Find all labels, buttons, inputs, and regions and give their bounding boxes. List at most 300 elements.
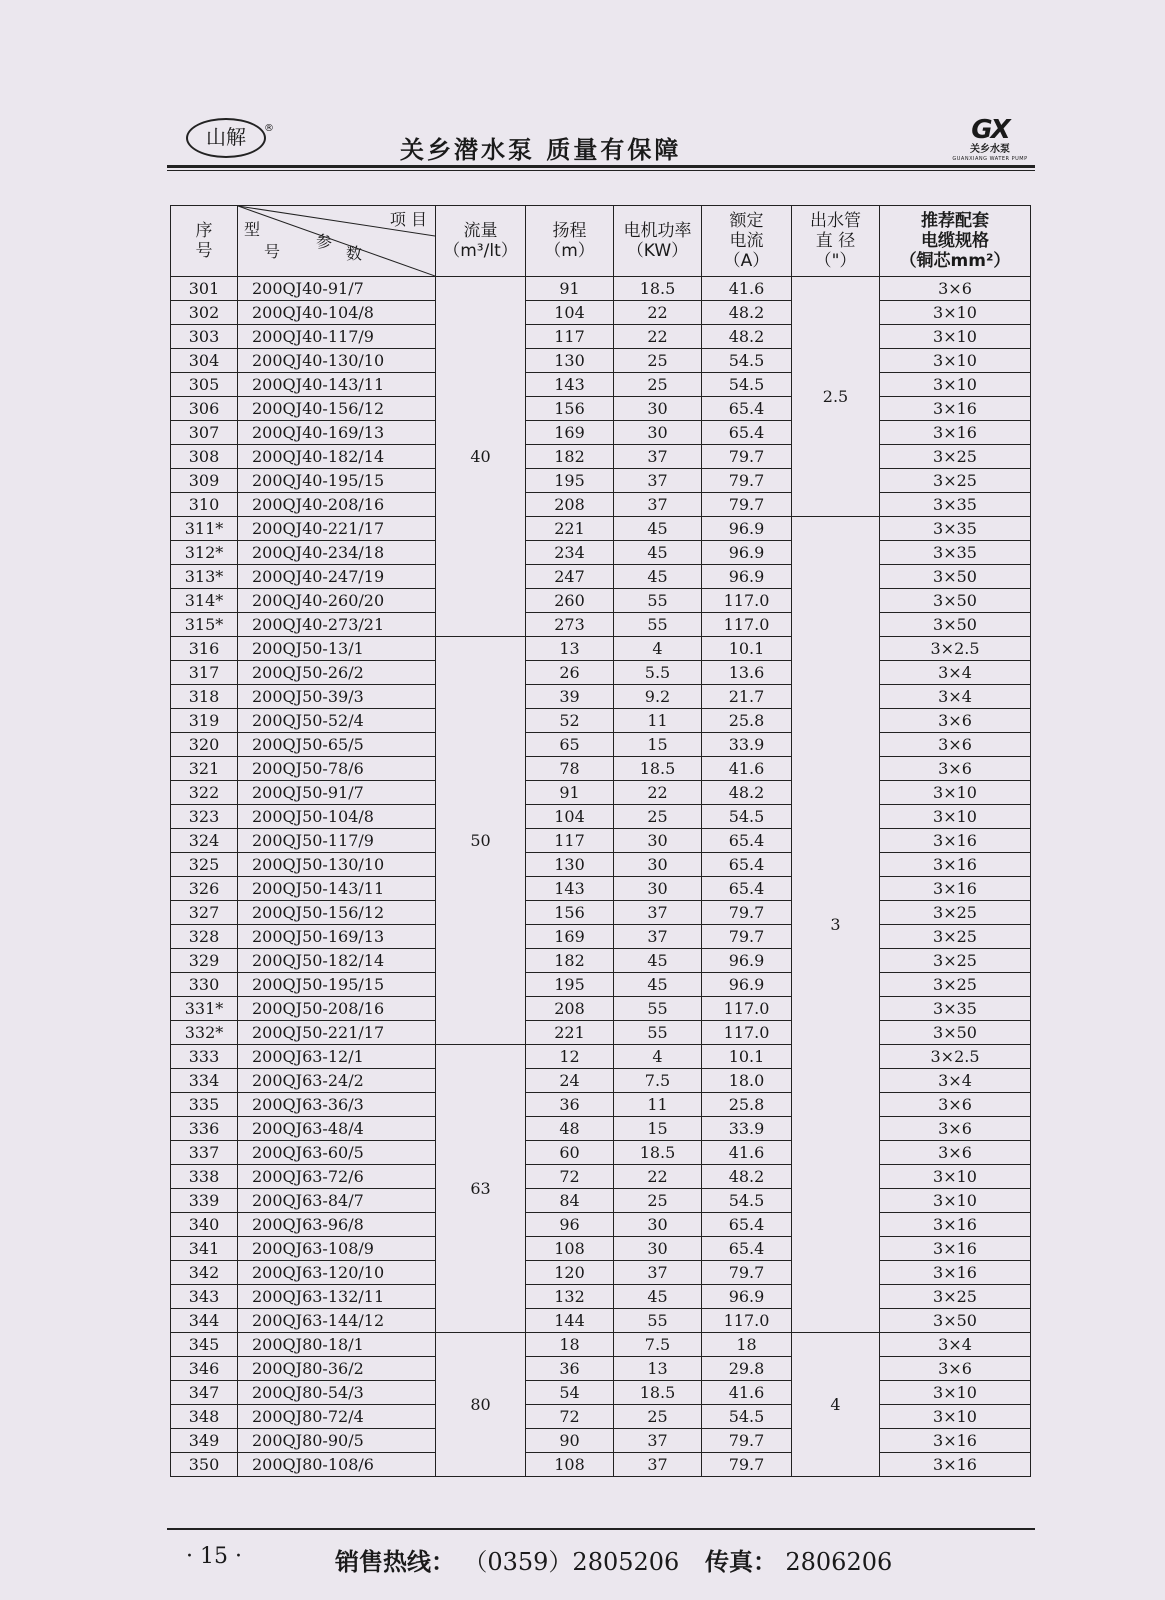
cell-cable: 3×6 <box>880 1141 1031 1165</box>
cell-head: 169 <box>526 925 614 949</box>
cell-current: 48.2 <box>702 781 792 805</box>
cell-model: 200QJ63-84/7 <box>238 1189 436 1213</box>
cell-power: 55 <box>614 613 702 637</box>
table-row <box>171 325 1031 349</box>
cell-head: 247 <box>526 565 614 589</box>
cell-head: 39 <box>526 685 614 709</box>
col-head <box>526 206 614 277</box>
cell-power: 4 <box>614 1045 702 1069</box>
col-outlet <box>792 206 880 277</box>
table-row <box>171 1405 1031 1429</box>
cell-model: 200QJ50-26/2 <box>238 661 436 685</box>
cell-head: 84 <box>526 1189 614 1213</box>
cell-power: 18.5 <box>614 757 702 781</box>
cell-current: 41.6 <box>702 1141 792 1165</box>
cell-head: 18 <box>526 1333 614 1357</box>
cell-power: 25 <box>614 373 702 397</box>
table-row <box>171 1021 1031 1045</box>
cell-seq: 323 <box>171 805 238 829</box>
table-row <box>171 1069 1031 1093</box>
cell-power: 25 <box>614 1405 702 1429</box>
cell-cable: 3×16 <box>880 853 1031 877</box>
cell-current: 96.9 <box>702 517 792 541</box>
col-flow-line2: （m³/lt） <box>443 241 518 261</box>
cell-seq: 337 <box>171 1141 238 1165</box>
col-param-label-1: 参 <box>316 232 333 251</box>
cell-head: 169 <box>526 421 614 445</box>
header-rule-thin <box>167 170 1035 171</box>
cell-head: 208 <box>526 493 614 517</box>
col-outlet-line1: 出水管 <box>810 211 861 231</box>
cell-head: 221 <box>526 517 614 541</box>
cell-seq: 303 <box>171 325 238 349</box>
cell-current: 10.1 <box>702 1045 792 1069</box>
cell-power: 7.5 <box>614 1069 702 1093</box>
cell-cable: 3×16 <box>880 397 1031 421</box>
cell-seq: 319 <box>171 709 238 733</box>
cell-cable: 3×50 <box>880 1021 1031 1045</box>
cell-power: 45 <box>614 517 702 541</box>
col-model-label-2: 号 <box>264 242 281 261</box>
cell-model: 200QJ40-273/21 <box>238 613 436 637</box>
cell-power: 25 <box>614 349 702 373</box>
cell-head: 104 <box>526 301 614 325</box>
cell-seq: 338 <box>171 1165 238 1189</box>
col-current-line3: （A） <box>723 251 770 271</box>
col-current-line2: 电流 <box>729 231 764 251</box>
cell-head: 260 <box>526 589 614 613</box>
cell-flow: 50 <box>436 637 526 1045</box>
cell-cable: 3×35 <box>880 541 1031 565</box>
fax <box>705 1542 892 1577</box>
col-head-line1: 扬程 <box>552 221 587 241</box>
table-row <box>171 1189 1031 1213</box>
cell-cable: 3×6 <box>880 277 1031 301</box>
cell-seq: 325 <box>171 853 238 877</box>
cell-cable: 3×10 <box>880 805 1031 829</box>
cell-seq: 304 <box>171 349 238 373</box>
cell-current: 117.0 <box>702 1021 792 1045</box>
col-head-line2: （m） <box>544 241 595 261</box>
cell-current: 96.9 <box>702 1285 792 1309</box>
cell-cable: 3×6 <box>880 709 1031 733</box>
cell-seq: 340 <box>171 1213 238 1237</box>
cell-head: 26 <box>526 661 614 685</box>
cell-power: 13 <box>614 1357 702 1381</box>
cell-cable: 3×25 <box>880 973 1031 997</box>
cell-current: 65.4 <box>702 829 792 853</box>
cell-cable: 3×10 <box>880 373 1031 397</box>
cell-model: 200QJ50-169/13 <box>238 925 436 949</box>
cell-power: 55 <box>614 1309 702 1333</box>
cell-power: 30 <box>614 829 702 853</box>
cell-seq: 348 <box>171 1405 238 1429</box>
cell-power: 30 <box>614 853 702 877</box>
cell-seq: 347 <box>171 1381 238 1405</box>
table-header-row <box>171 206 1031 277</box>
cell-model: 200QJ40-182/14 <box>238 445 436 469</box>
cell-head: 91 <box>526 277 614 301</box>
cell-power: 7.5 <box>614 1333 702 1357</box>
cell-current: 96.9 <box>702 973 792 997</box>
cell-power: 18.5 <box>614 1141 702 1165</box>
cell-model: 200QJ50-208/16 <box>238 997 436 1021</box>
cell-current: 18.0 <box>702 1069 792 1093</box>
cell-cable: 3×10 <box>880 1189 1031 1213</box>
col-power <box>614 206 702 277</box>
cell-head: 72 <box>526 1405 614 1429</box>
cell-cable: 3×16 <box>880 1213 1031 1237</box>
cell-model: 200QJ50-156/12 <box>238 901 436 925</box>
cell-model: 200QJ50-78/6 <box>238 757 436 781</box>
table-row <box>171 973 1031 997</box>
cell-power: 55 <box>614 997 702 1021</box>
cell-head: 108 <box>526 1453 614 1477</box>
cell-outlet: 4 <box>792 1333 880 1477</box>
cell-current: 13.6 <box>702 661 792 685</box>
col-cable-line1: 推荐配套 <box>921 211 989 231</box>
cell-model: 200QJ50-143/11 <box>238 877 436 901</box>
col-seq-line1: 序 <box>195 221 213 241</box>
footer-rule <box>167 1528 1035 1530</box>
cell-current: 79.7 <box>702 1453 792 1477</box>
cell-head: 120 <box>526 1261 614 1285</box>
cell-model: 200QJ40-208/16 <box>238 493 436 517</box>
cell-head: 195 <box>526 469 614 493</box>
cell-head: 65 <box>526 733 614 757</box>
cell-current: 79.7 <box>702 445 792 469</box>
cell-current: 79.7 <box>702 925 792 949</box>
table-row <box>171 565 1031 589</box>
cell-current: 41.6 <box>702 757 792 781</box>
cell-power: 45 <box>614 541 702 565</box>
cell-cable: 3×25 <box>880 1285 1031 1309</box>
cell-model: 200QJ40-104/8 <box>238 301 436 325</box>
cell-power: 30 <box>614 1237 702 1261</box>
cell-power: 18.5 <box>614 1381 702 1405</box>
table-row <box>171 997 1031 1021</box>
cell-current: 18 <box>702 1333 792 1357</box>
cell-cable: 3×10 <box>880 349 1031 373</box>
col-model-label-1: 型 <box>244 220 261 239</box>
cell-power: 30 <box>614 1213 702 1237</box>
cell-power: 45 <box>614 1285 702 1309</box>
cell-current: 54.5 <box>702 349 792 373</box>
cell-head: 36 <box>526 1093 614 1117</box>
table-row <box>171 757 1031 781</box>
cell-seq: 339 <box>171 1189 238 1213</box>
cell-model: 200QJ50-91/7 <box>238 781 436 805</box>
col-current <box>702 206 792 277</box>
table-row <box>171 1093 1031 1117</box>
col-seq-line2: 号 <box>195 241 213 261</box>
cell-power: 37 <box>614 493 702 517</box>
table-row <box>171 493 1031 517</box>
cell-current: 54.5 <box>702 373 792 397</box>
cell-cable: 3×16 <box>880 877 1031 901</box>
cell-seq: 332* <box>171 1021 238 1045</box>
table-row <box>171 349 1031 373</box>
col-power-line1: 电机功率 <box>623 221 692 241</box>
cell-head: 143 <box>526 877 614 901</box>
fax-number: 2806206 <box>785 1548 893 1576</box>
cell-head: 273 <box>526 613 614 637</box>
cell-seq: 316 <box>171 637 238 661</box>
cell-current: 33.9 <box>702 733 792 757</box>
cell-model: 200QJ63-12/1 <box>238 1045 436 1069</box>
col-seq <box>171 206 238 277</box>
table-row <box>171 709 1031 733</box>
cell-cable: 3×4 <box>880 1069 1031 1093</box>
cell-current: 10.1 <box>702 637 792 661</box>
cell-current: 79.7 <box>702 901 792 925</box>
cell-head: 91 <box>526 781 614 805</box>
cell-cable: 3×50 <box>880 589 1031 613</box>
col-cable-line2: 电缆规格 <box>921 231 989 251</box>
cell-current: 117.0 <box>702 589 792 613</box>
cell-cable: 3×10 <box>880 1405 1031 1429</box>
cell-model: 200QJ50-117/9 <box>238 829 436 853</box>
brand-right-sub: GUANXIANG WATER PUMP <box>952 156 1028 162</box>
header-slogan: 关乡潜水泵 质量有保障 <box>400 136 682 164</box>
cell-seq: 349 <box>171 1429 238 1453</box>
table-row <box>171 661 1031 685</box>
cell-seq: 322 <box>171 781 238 805</box>
cell-head: 72 <box>526 1165 614 1189</box>
cell-head: 130 <box>526 853 614 877</box>
cell-model: 200QJ40-156/12 <box>238 397 436 421</box>
sales-hotline <box>335 1542 679 1577</box>
cell-head: 104 <box>526 805 614 829</box>
table-row <box>171 685 1031 709</box>
cell-head: 144 <box>526 1309 614 1333</box>
cell-head: 132 <box>526 1285 614 1309</box>
cell-cable: 3×6 <box>880 1117 1031 1141</box>
brand-right-mark: GX <box>971 115 1009 145</box>
cell-flow: 63 <box>436 1045 526 1333</box>
cell-seq: 314* <box>171 589 238 613</box>
cell-seq: 310 <box>171 493 238 517</box>
pump-spec-table <box>170 205 1031 1477</box>
cell-seq: 309 <box>171 469 238 493</box>
cell-cable: 3×10 <box>880 1381 1031 1405</box>
cell-seq: 302 <box>171 301 238 325</box>
table-row <box>171 1261 1031 1285</box>
cell-model: 200QJ63-96/8 <box>238 1213 436 1237</box>
cell-power: 25 <box>614 805 702 829</box>
table-row <box>171 1141 1031 1165</box>
cell-model: 200QJ50-104/8 <box>238 805 436 829</box>
brand-logo-right <box>950 116 1030 164</box>
cell-power: 15 <box>614 1117 702 1141</box>
cell-current: 54.5 <box>702 805 792 829</box>
col-current-line1: 额定 <box>729 211 764 231</box>
table-row <box>171 781 1031 805</box>
header-rule <box>167 165 1035 168</box>
cell-seq: 321 <box>171 757 238 781</box>
cell-current: 65.4 <box>702 1213 792 1237</box>
table-row <box>171 1333 1031 1357</box>
cell-current: 65.4 <box>702 877 792 901</box>
cell-current: 65.4 <box>702 421 792 445</box>
cell-seq: 350 <box>171 1453 238 1477</box>
col-param-label-2: 数 <box>346 244 363 263</box>
cell-seq: 315* <box>171 613 238 637</box>
cell-current: 65.4 <box>702 1237 792 1261</box>
cell-power: 22 <box>614 301 702 325</box>
cell-head: 24 <box>526 1069 614 1093</box>
cell-power: 25 <box>614 1189 702 1213</box>
col-outlet-line3: （"） <box>814 251 857 271</box>
cell-model: 200QJ40-117/9 <box>238 325 436 349</box>
table-row <box>171 925 1031 949</box>
cell-current: 117.0 <box>702 613 792 637</box>
cell-power: 4 <box>614 637 702 661</box>
cell-model: 200QJ40-143/11 <box>238 373 436 397</box>
cell-cable: 3×25 <box>880 949 1031 973</box>
cell-power: 11 <box>614 1093 702 1117</box>
table-row <box>171 805 1031 829</box>
hotline-number: （0359）2805206 <box>463 1548 680 1576</box>
cell-current: 79.7 <box>702 1261 792 1285</box>
cell-power: 37 <box>614 1261 702 1285</box>
cell-power: 30 <box>614 877 702 901</box>
cell-model: 200QJ50-195/15 <box>238 973 436 997</box>
cell-power: 11 <box>614 709 702 733</box>
col-flow <box>436 206 526 277</box>
cell-head: 156 <box>526 901 614 925</box>
cell-seq: 334 <box>171 1069 238 1093</box>
cell-model: 200QJ40-221/17 <box>238 517 436 541</box>
cell-cable: 3×25 <box>880 445 1031 469</box>
cell-seq: 346 <box>171 1357 238 1381</box>
col-cable <box>880 206 1031 277</box>
cell-cable: 3×50 <box>880 565 1031 589</box>
cell-current: 54.5 <box>702 1405 792 1429</box>
cell-cable: 3×6 <box>880 1093 1031 1117</box>
cell-model: 200QJ40-91/7 <box>238 277 436 301</box>
cell-current: 48.2 <box>702 1165 792 1189</box>
hotline-label: 销售热线： <box>335 1548 455 1576</box>
cell-current: 79.7 <box>702 469 792 493</box>
cell-seq: 308 <box>171 445 238 469</box>
cell-head: 48 <box>526 1117 614 1141</box>
cell-model: 200QJ80-36/2 <box>238 1357 436 1381</box>
cell-current: 117.0 <box>702 997 792 1021</box>
cell-head: 156 <box>526 397 614 421</box>
cell-seq: 320 <box>171 733 238 757</box>
cell-head: 60 <box>526 1141 614 1165</box>
cell-current: 21.7 <box>702 685 792 709</box>
cell-seq: 307 <box>171 421 238 445</box>
table-row <box>171 853 1031 877</box>
cell-model: 200QJ80-72/4 <box>238 1405 436 1429</box>
cell-power: 30 <box>614 421 702 445</box>
cell-model: 200QJ63-144/12 <box>238 1309 436 1333</box>
cell-head: 52 <box>526 709 614 733</box>
cell-cable: 3×16 <box>880 1429 1031 1453</box>
cell-cable: 3×35 <box>880 517 1031 541</box>
cell-cable: 3×10 <box>880 325 1031 349</box>
cell-head: 117 <box>526 829 614 853</box>
table-row <box>171 517 1031 541</box>
table-row <box>171 637 1031 661</box>
col-cable-line3: （铜芯mm²） <box>899 251 1011 271</box>
cell-seq: 335 <box>171 1093 238 1117</box>
cell-cable: 3×4 <box>880 1333 1031 1357</box>
brand-left-text: 山解 <box>206 125 246 149</box>
cell-model: 200QJ50-182/14 <box>238 949 436 973</box>
table-row <box>171 589 1031 613</box>
cell-model: 200QJ63-132/11 <box>238 1285 436 1309</box>
cell-cable: 3×25 <box>880 901 1031 925</box>
cell-current: 79.7 <box>702 493 792 517</box>
cell-cable: 3×50 <box>880 1309 1031 1333</box>
cell-power: 22 <box>614 781 702 805</box>
cell-seq: 328 <box>171 925 238 949</box>
cell-model: 200QJ63-72/6 <box>238 1165 436 1189</box>
table-row <box>171 613 1031 637</box>
cell-power: 55 <box>614 1021 702 1045</box>
cell-power: 30 <box>614 397 702 421</box>
cell-power: 45 <box>614 565 702 589</box>
cell-seq: 312* <box>171 541 238 565</box>
cell-cable: 3×25 <box>880 469 1031 493</box>
cell-current: 33.9 <box>702 1117 792 1141</box>
cell-seq: 336 <box>171 1117 238 1141</box>
table-row <box>171 541 1031 565</box>
cell-cable: 3×10 <box>880 1165 1031 1189</box>
cell-head: 117 <box>526 325 614 349</box>
cell-power: 15 <box>614 733 702 757</box>
cell-power: 37 <box>614 925 702 949</box>
table-row <box>171 1309 1031 1333</box>
table-row <box>171 1045 1031 1069</box>
cell-seq: 330 <box>171 973 238 997</box>
cell-cable: 3×2.5 <box>880 1045 1031 1069</box>
cell-head: 234 <box>526 541 614 565</box>
col-outlet-line2: 直 径 <box>815 231 856 251</box>
cell-current: 65.4 <box>702 853 792 877</box>
cell-model: 200QJ40-169/13 <box>238 421 436 445</box>
table-row <box>171 829 1031 853</box>
table-body <box>171 277 1031 1477</box>
cell-current: 41.6 <box>702 1381 792 1405</box>
cell-current: 96.9 <box>702 541 792 565</box>
cell-cable: 3×16 <box>880 829 1031 853</box>
table-row <box>171 301 1031 325</box>
cell-cable: 3×25 <box>880 925 1031 949</box>
cell-power: 37 <box>614 1429 702 1453</box>
col-power-line2: （KW） <box>626 241 689 261</box>
cell-current: 48.2 <box>702 325 792 349</box>
cell-cable: 3×16 <box>880 1261 1031 1285</box>
cell-head: 208 <box>526 997 614 1021</box>
table-row <box>171 421 1031 445</box>
cell-seq: 311* <box>171 517 238 541</box>
cell-model: 200QJ50-13/1 <box>238 637 436 661</box>
table-row <box>171 1117 1031 1141</box>
cell-outlet: 3 <box>792 517 880 1333</box>
cell-power: 18.5 <box>614 277 702 301</box>
cell-current: 96.9 <box>702 565 792 589</box>
cell-current: 54.5 <box>702 1189 792 1213</box>
cell-seq: 333 <box>171 1045 238 1069</box>
table-row <box>171 1165 1031 1189</box>
cell-head: 90 <box>526 1429 614 1453</box>
cell-seq: 341 <box>171 1237 238 1261</box>
cell-model: 200QJ40-130/10 <box>238 349 436 373</box>
